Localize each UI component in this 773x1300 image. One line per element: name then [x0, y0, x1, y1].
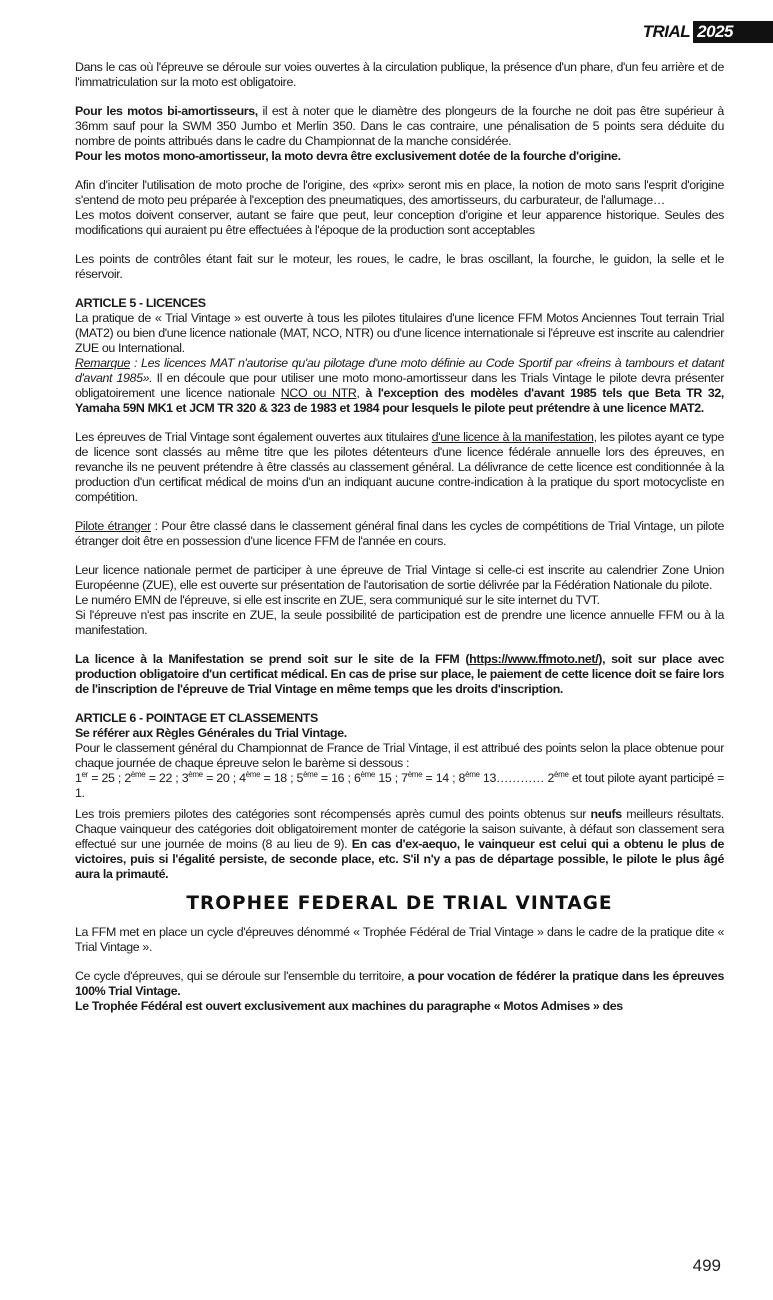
trophy-p2-text: Ce cycle d'épreuves, qui se déroule sur l'ensemble du territoire,: [75, 969, 408, 983]
article-5-pilote-etranger: [75, 519, 724, 549]
scale-rank-8: 2: [547, 771, 555, 785]
trophy-paragraph-2: [75, 969, 724, 1014]
paragraph-points-controle: Les points de contrôles étant fait sur le moteur, les roues, le cadre, le bras oscillant, la fourche, le guidon, la selle et le réservoir.: [75, 252, 724, 281]
scale-rank-5: 6: [353, 771, 361, 785]
scale-rank-suffix-3: ème: [245, 769, 261, 779]
bold-bi-amortisseurs: Pour les motos bi-amortisseurs,: [75, 104, 258, 118]
page-number: 499: [692, 1256, 721, 1275]
a6p2-text-1: Les trois premiers pilotes des catégories sont récompensés après cumul des points obtenus sur: [75, 807, 591, 821]
header-trial-label: TRIAL: [642, 22, 691, 41]
scale-value-0: = 25 ;: [87, 771, 125, 785]
licence-nationale-line-3: Si l'épreuve n'est pas inscrite en ZUE, la seule possibilité de participation est de prendre une licence annuelle FFM ou à la manifestation.: [75, 608, 724, 637]
article-5-section: [75, 296, 724, 416]
article-5-manifestation: [75, 652, 724, 697]
scale-value-1: = 22 ;: [145, 771, 182, 785]
trophy-title: TROPHEE FEDERAL DE TRIAL VINTAGE: [186, 893, 613, 914]
scale-rank-6: 7: [401, 771, 408, 785]
scale-rank-3: 4: [239, 771, 246, 785]
licence-nationale-line-2: Le numéro EMN de l'épreuve, si elle est inscrite en ZUE, sera communiqué sur le site internet du TVT.: [75, 593, 600, 607]
header-year-badge: 2025: [693, 21, 773, 43]
scale-value-4: = 16 ;: [317, 771, 354, 785]
scale-rank-suffix-6: ème: [407, 769, 423, 779]
scale-rank-suffix-0: er: [81, 769, 88, 779]
document-body: [75, 60, 724, 1028]
article-5-title: ARTICLE 5 - LICENCES: [75, 296, 206, 310]
manif-text-1: La licence à la Manifestation se prend soit sur le site de la FFM (: [75, 652, 470, 666]
prix-line-2: Les motos doivent conserver, autant se faire que peut, leur conception d'origine et leur apparence historique. Seules des modifications qui auraient pu être effectuées à l'époque de la production sont acceptables: [75, 208, 724, 237]
scale-value-7: 13…………: [479, 771, 548, 785]
scale-value-8: et tout pilote ayant participé = 1.: [75, 771, 725, 800]
remarque-bold: à l'exception des modèles d'avant 1985 tels que Beta TR 32, Yamaha 59N MK1 et JCM TR 320 & 323 de 1983 et 1984 pour lesquels le pilote peut prétendre à une licence MAT2.: [75, 386, 724, 415]
licence-nationale-line-1: Leur licence nationale permet de participer à une épreuve de Trial Vintage si celle-ci est inscrite au calendrier Zone Union Européenne (ZUE), elle est ouverte sur présentation de l'autorisation de sortie délivrée par la Fédération Nationale du pilote.: [75, 563, 724, 592]
scale-rank-1: 2: [124, 771, 131, 785]
scale-rank-suffix-4: ème: [303, 769, 318, 779]
p2-underlined: d'une licence à la manifestation: [431, 430, 594, 444]
p2-text-2: , les pilotes ayant ce type de licence sont classés au même titre que les pilotes détenteurs d'une licence fédérale annuelle lors des épreuves, en revanche ils ne peuvent prétendre à être classés au classement général. La délivrance de cette licence est conditionnée à la production d'un certificat médical de moins d'un an indiquant aucune contre-indication à la pratique du sport motocycliste en compétition.: [75, 430, 724, 504]
paragraph-bi-amortisseurs: [75, 104, 724, 164]
article-6-paragraph-1: Pour le classement général du Championnat de France de Trial Vintage, il est attribué des points selon la place obtenue pour chaque journée de chaque épreuve selon le barème si dessous :: [75, 741, 724, 770]
paragraph-intro: Dans le cas où l'épreuve se déroule sur voies ouvertes à la circulation publique, la présence d'un phare, d'un feu arrière et de l'immatriculation sur la moto est obligatoire.: [75, 60, 724, 89]
bold-mono-amortisseur: Pour les motos mono-amortisseur, la moto devra être exclusivement dotée de la fourche d'origine.: [75, 149, 621, 163]
ffm-link[interactable]: https://www.ffmoto.net/: [469, 652, 599, 666]
page-header: [642, 20, 773, 44]
remarque-label: Remarque: [75, 356, 131, 370]
scale-value-2: = 20 ;: [202, 771, 240, 785]
scale-rank-suffix-2: ème: [188, 769, 203, 779]
scale-value-5: 15 ;: [375, 771, 402, 785]
a6p2-bold-1: neufs: [590, 807, 622, 821]
scale-rank-7: 8: [458, 771, 466, 785]
article-6-subtitle: Se référer aux Règles Générales du Trial Vintage.: [75, 726, 347, 740]
p2-text-1: Les épreuves de Trial Vintage sont également ouvertes aux titulaires: [75, 430, 432, 444]
scale-rank-suffix-5: ème: [360, 769, 375, 779]
article-5-licence-nationale: [75, 563, 724, 638]
prix-line-1: Afin d'inciter l'utilisation de moto proche de l'origine, des «prix» seront mis en place, la notion de moto sans l'esprit d'origine s'entend de moto peu préparée à l'exception des pneumatiques, des amortisseurs, du carburateur, de l'allumage…: [75, 178, 724, 207]
text-bi-amortisseurs: il est à noter que le diamètre des plongeurs de la fourche ne doit pas être supérieur à 36mm sauf pour la SWM 350 Jumbo et Merlin 350. Dans le cas contraire, une pénalisation de 5 points sera déduite du nombre de points attribués dans le cadre du Championnat de la manche considérée.: [75, 104, 724, 148]
article-6-section: [75, 711, 724, 801]
article-5-remarque: [75, 356, 724, 416]
scale-rank-suffix-1: ème: [130, 769, 146, 779]
article-6-title: ARTICLE 6 - POINTAGE ET CLASSEMENTS: [75, 711, 318, 725]
trophy-p2-bold-2: Le Trophée Fédéral est ouvert exclusivement aux machines du paragraphe « Motos Admises » des: [75, 999, 623, 1013]
scale-rank-suffix-7: ème: [465, 769, 480, 779]
article-6-paragraph-2: [75, 807, 724, 882]
article-5-paragraph-2: [75, 430, 724, 505]
pilote-etranger-text: : Pour être classé dans le classement général final dans les cycles de compétitions de Trial Vintage, un pilote étranger doit être en possession d'une licence FFM de l'année en cours.: [75, 519, 724, 548]
scale-rank-0: 1: [75, 771, 82, 785]
scale-rank-suffix-8: ème: [554, 769, 569, 779]
paragraph-prix: [75, 178, 724, 238]
article-5-paragraph-1: La pratique de « Trial Vintage » est ouverte à tous les pilotes titulaires d'une licence FFM Motos Anciennes Tout terrain Trial (MAT2) ou bien d'une licence nationale (MAT, NCO, NTR) ou d'une licence internationale si l'épreuve est inscrite au calendrier ZUE ou International.: [75, 311, 724, 355]
pilote-etranger-label: Pilote étranger: [75, 519, 151, 533]
scale-rank-4: 5: [296, 771, 304, 785]
manif-text-2: ), soit sur place avec production obligatoire d'un certificat médical. En cas de prise sur place, le paiement de cette licence doit se faire lors de l'inscription de l'épreuve de Trial Vintage en même temps que les droits d'inscription.: [75, 652, 724, 696]
remarque-comma: ,: [356, 386, 366, 400]
scale-value-6: = 14 ;: [422, 771, 459, 785]
trophy-p2-bold-1: a pour vocation de fédérer la pratique dans les épreuves 100% Trial Vintage.: [75, 969, 724, 998]
scale-value-3: = 18 ;: [260, 771, 297, 785]
remarque-italic: : Les licences MAT n'autorise qu'au pilotage d'une moto définie au Code Sportif par «freins à tambours et datant d'avant 1985».: [75, 356, 724, 385]
a6p2-bold-2: En cas d'ex-aequo, le vainqueur est celui qui a obtenu le plus de victoires, puis si l'égalité persiste, de seconde place, etc. S'il n'y a pas de départage possible, le pilote le plus âgé aura la primauté.: [75, 837, 724, 881]
scale-rank-2: 3: [181, 771, 189, 785]
remarque-text-1: Il en découle que pour utiliser une moto mono-amortisseur dans les Trials Vintage le pilote devra présenter obligatoirement une licence nationale: [75, 371, 724, 400]
trophy-paragraph-1: La FFM met en place un cycle d'épreuves dénommé « Trophée Fédéral de Trial Vintage » dans le cadre de la pratique dite « Trial Vintage ».: [75, 925, 724, 954]
a6p2-text-2: meilleurs résultats. Chaque vainqueur des catégories doit obligatoirement monter de catégorie la saison suivante, à défaut son classement sera effectué sur une journée de moins (8 au lieu de 9).: [75, 807, 724, 851]
remarque-underlined: NCO ou NTR: [280, 386, 357, 400]
points-scale: [75, 771, 724, 801]
